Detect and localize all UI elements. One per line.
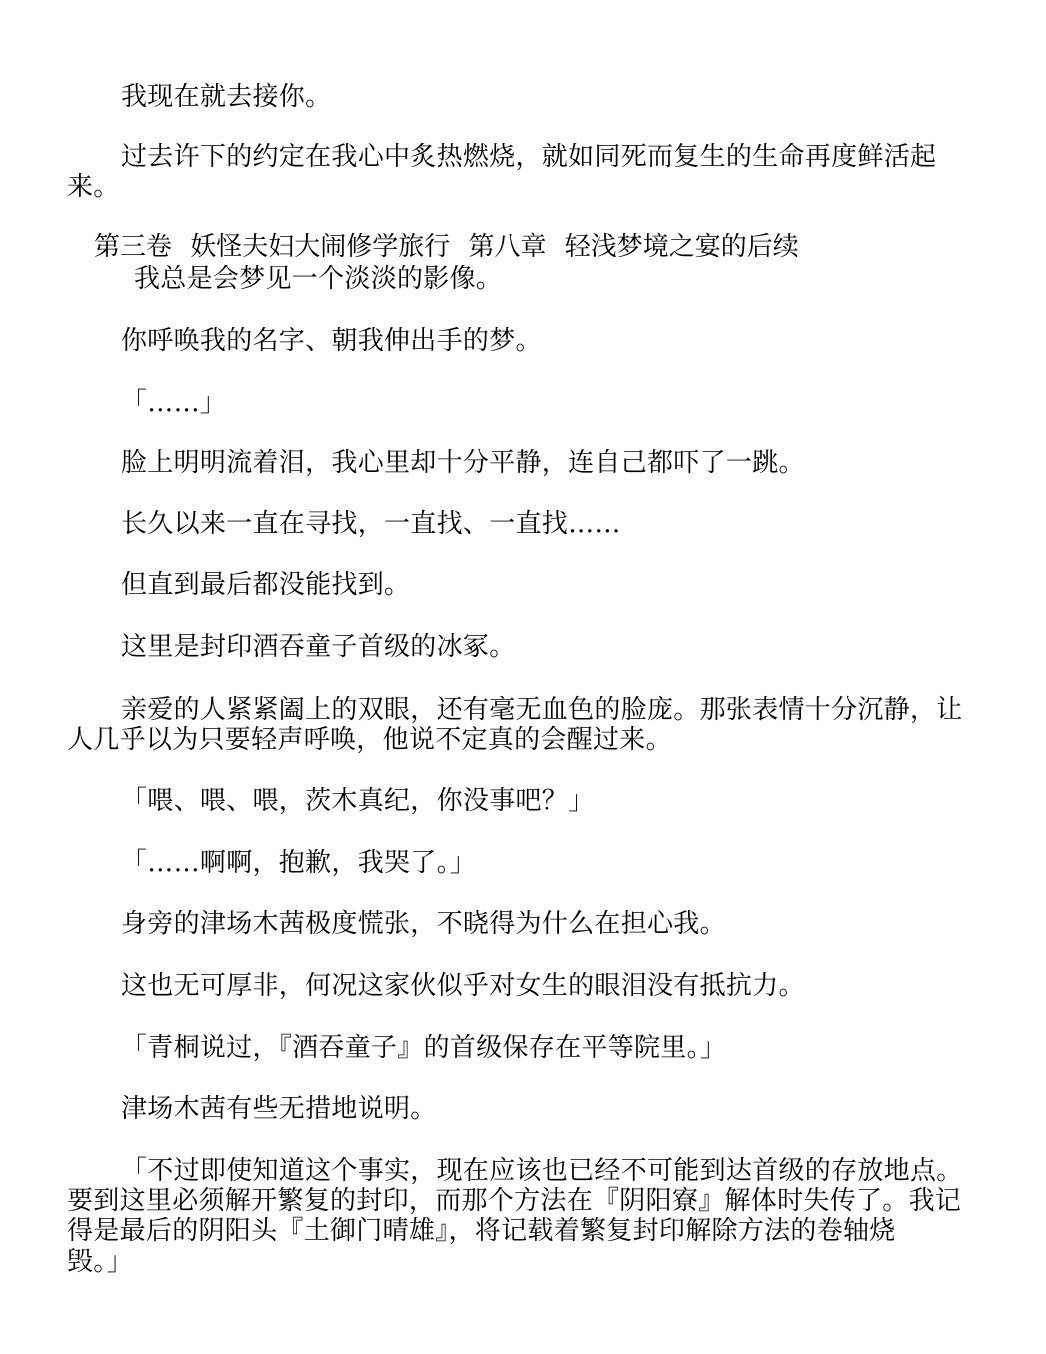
dialogue-line: 「……啊啊，抱歉，我哭了。」 <box>121 848 477 878</box>
paragraph-line: 这也无可厚非，何况这家伙似乎对女生的眼泪没有抵抗力。 <box>121 971 805 1001</box>
dialogue-line: 「……」 <box>121 388 227 418</box>
paragraph-line: 脸上明明流着泪，我心里却十分平静，连自己都吓了一跳。 <box>121 448 805 478</box>
paragraph-line: 这里是封印酒吞童子首级的冰冢。 <box>121 632 516 662</box>
dialogue-line: 要到这里必须解开繁复的封印，而那个方法在『阴阳寮』解体时失传了。我记 <box>67 1186 962 1216</box>
dialogue-line: 得是最后的阴阳头『土御门晴雄』，将记载着繁复封印解除方法的卷轴烧 <box>67 1216 896 1246</box>
paragraph-line: 我现在就去接你。 <box>121 82 332 112</box>
dialogue-line: 「青桐说过，『酒吞童子』的首级保存在平等院里。」 <box>121 1033 727 1063</box>
paragraph-line: 过去许下的约定在我心中炙热燃烧，就如同死而复生的生命再度鲜活起 <box>121 142 937 172</box>
paragraph-line: 但直到最后都没能找到。 <box>121 570 411 600</box>
dialogue-line: 「喂、喂、喂，茨木真纪，你没事吧？」 <box>121 786 595 816</box>
paragraph-line: 津场木茜有些无措地说明。 <box>121 1094 437 1124</box>
paragraph-line: 来。 <box>67 172 120 202</box>
paragraph-line: 我总是会梦见一个淡淡的影像。 <box>134 264 503 294</box>
paragraph-line: 你呼唤我的名字、朝我伸出手的梦。 <box>121 326 542 356</box>
paragraph-line: 人几乎以为只要轻声呼唤，他说不定真的会醒过来。 <box>67 725 672 755</box>
paragraph-line: 身旁的津场木茜极度慌张，不晓得为什么在担心我。 <box>121 909 726 939</box>
chapter-heading: 第三卷 妖怪夫妇大闹修学旅行 第八章 轻浅梦境之宴的后续 <box>94 232 799 262</box>
dialogue-line: 毁。」 <box>67 1247 133 1277</box>
dialogue-line: 「不过即使知道这个事实，现在应该也已经不可能到达首级的存放地点。 <box>121 1156 963 1186</box>
paragraph-line: 亲爱的人紧紧阖上的双眼，还有毫无血色的脸庞。那张表情十分沉静，让 <box>121 695 963 725</box>
paragraph-line: 长久以来一直在寻找，一直找、一直找…… <box>121 509 621 539</box>
